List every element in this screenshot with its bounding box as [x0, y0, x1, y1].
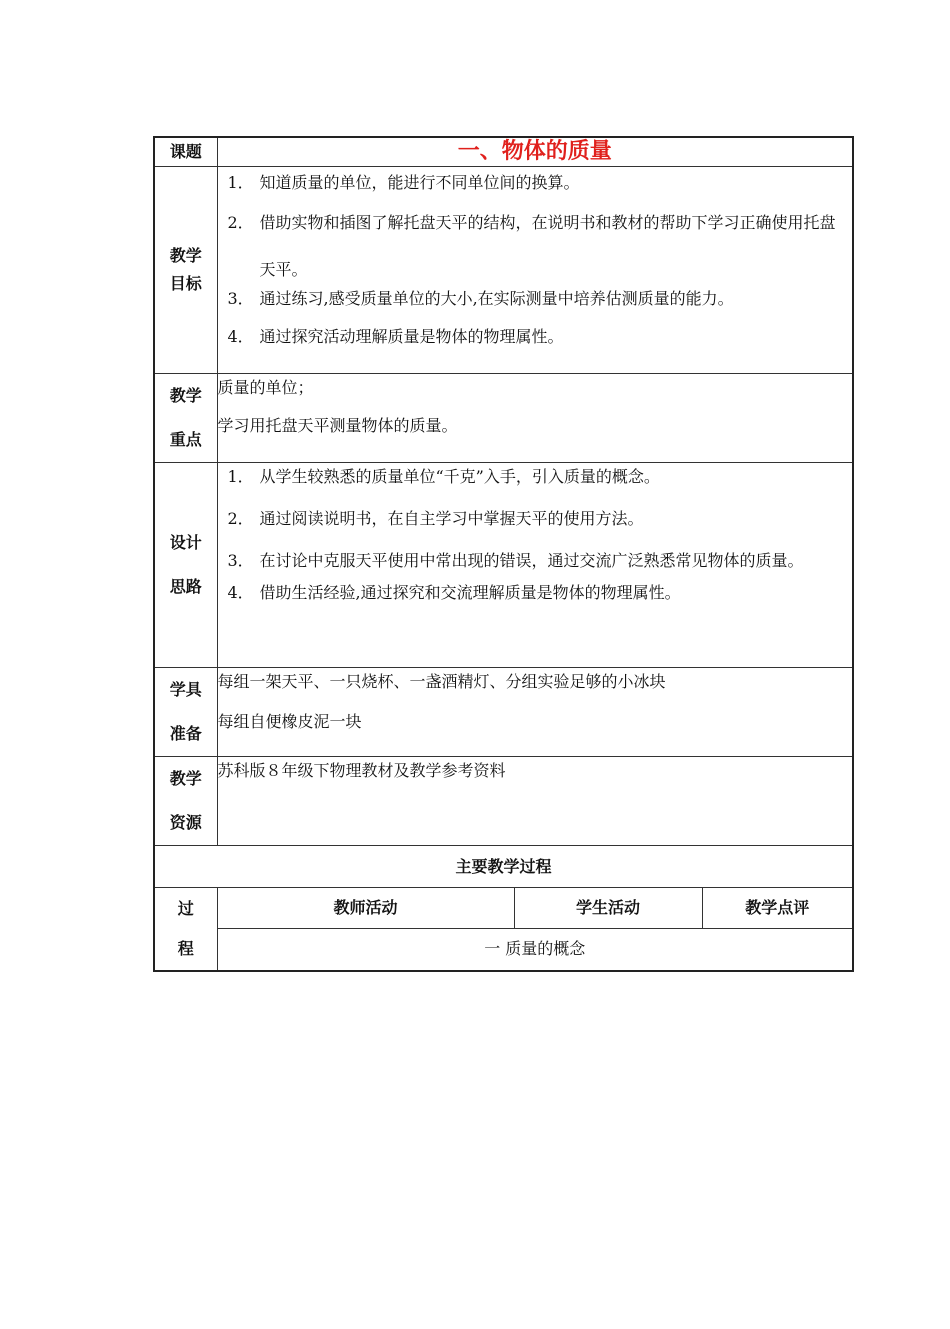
objectives-row	[154, 167, 853, 374]
design-number: 3．	[227, 551, 254, 570]
resources-content: 苏科版８年级下物理教材及教学参考资料	[217, 757, 853, 846]
design-label-line-1: 设计	[169, 533, 202, 552]
objective-text: 借助实物和插图了解托盘天平的结构，在说明书和教材的帮助下学习正确使用托盘天平。	[259, 213, 836, 279]
objective-item	[218, 199, 853, 293]
materials-line: 每组自便橡皮泥一块	[217, 712, 362, 731]
objectives-label-line-1: 教学	[169, 246, 202, 265]
objective-text: 知道质量的单位，能进行不同单位间的换算。	[259, 173, 580, 192]
design-item	[218, 583, 853, 603]
design-text: 通过阅读说明书，在自主学习中掌握天平的使用方法。	[259, 509, 644, 528]
key-point-line: 质量的单位；	[217, 378, 314, 397]
resources-label	[154, 757, 217, 846]
key-points-content	[217, 374, 853, 463]
materials-label-line-2: 准备	[169, 724, 202, 743]
objectives-content	[217, 167, 853, 374]
design-label	[154, 463, 217, 668]
resources-row	[154, 757, 853, 846]
lesson-title: 一、物体的质量	[217, 137, 853, 167]
key-points-label-line-2: 重点	[169, 430, 202, 449]
design-number: 4．	[227, 583, 254, 602]
materials-label-line-1: 学具	[169, 680, 202, 699]
design-item	[218, 509, 853, 529]
objective-number: 2．	[227, 213, 254, 232]
objective-number: 1．	[227, 173, 254, 192]
design-item	[218, 539, 853, 583]
design-item	[218, 467, 853, 487]
process-columns-row	[154, 888, 853, 929]
design-row	[154, 463, 853, 668]
resources-label-line-2: 资源	[169, 813, 202, 832]
materials-content	[217, 668, 853, 757]
objective-item	[218, 327, 853, 347]
process-first-row	[154, 929, 853, 971]
objective-number: 4．	[227, 327, 254, 346]
column-teacher-activity: 教师活动	[217, 888, 514, 929]
design-content	[217, 463, 853, 668]
materials-row	[154, 668, 853, 757]
resources-label-line-1: 教学	[169, 769, 202, 788]
key-point-line: 学习用托盘天平测量物体的质量。	[217, 416, 458, 435]
title-row	[154, 137, 853, 167]
design-number: 2．	[227, 509, 254, 528]
design-label-line-2: 思路	[169, 577, 202, 596]
process-label-line-1: 过	[177, 898, 194, 918]
objectives-label	[154, 167, 217, 374]
design-text: 从学生较熟悉的质量单位“千克”入手，引入质量的概念。	[259, 467, 660, 486]
column-student-activity: 学生活动	[514, 888, 702, 929]
process-heading: 主要教学过程	[154, 846, 853, 888]
process-section-title: 一 质量的概念	[217, 929, 853, 971]
key-points-label	[154, 374, 217, 463]
objective-item	[218, 289, 853, 309]
objective-text: 通过练习,感受质量单位的大小,在实际测量中培养估测质量的能力。	[259, 289, 734, 308]
process-label-line-2: 程	[177, 938, 194, 958]
objective-number: 3．	[227, 289, 254, 308]
process-label	[154, 888, 217, 971]
process-heading-row	[154, 846, 853, 888]
materials-line: 每组一架天平、一只烧杯、一盏酒精灯、分组实验足够的小冰块	[217, 672, 666, 691]
objective-item	[218, 173, 853, 193]
objectives-label-line-2: 目标	[169, 274, 202, 293]
design-text: 在讨论中克服天平使用中常出现的错误，通过交流广泛熟悉常见物体的质量。	[259, 551, 804, 570]
design-text: 借助生活经验,通过探究和交流理解质量是物体的物理属性。	[259, 583, 681, 602]
column-teaching-comment: 教学点评	[702, 888, 853, 929]
design-number: 1．	[227, 467, 254, 486]
objective-text: 通过探究活动理解质量是物体的物理属性。	[259, 327, 564, 346]
title-label: 课题	[154, 137, 217, 167]
key-points-label-line-1: 教学	[169, 386, 202, 405]
lesson-plan-table	[153, 136, 854, 972]
key-points-row	[154, 374, 853, 463]
materials-label	[154, 668, 217, 757]
